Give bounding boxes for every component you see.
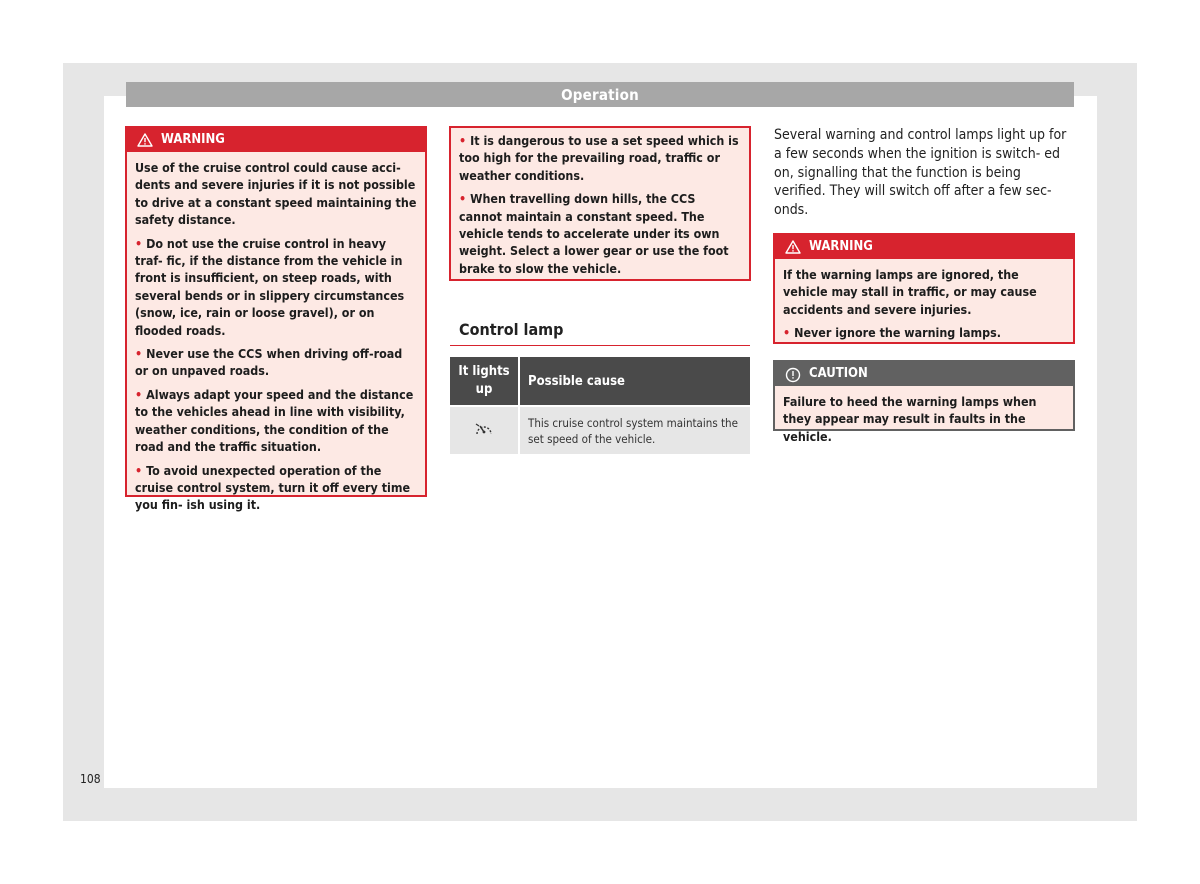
warning-bullet: • Do not use the cruise control in heavy traf- fic, if the distance from the vehicle in front is insufficient, on steep roads, with several bends or in slippery circumstances (snow, ice, rain or loose gravel), or on flooded roads. xyxy=(135,235,405,338)
lamp-icon-cell xyxy=(450,406,519,454)
warning-title: WARNING xyxy=(809,239,873,254)
caution-text: Failure to heed the warning lamps when they appear may result in faults in the vehicle. xyxy=(783,394,1037,444)
lamp-cause-cell: This cruise control system maintains the set speed of the vehicle. xyxy=(519,406,750,454)
warning-header xyxy=(775,235,1073,259)
warning-bullet: • Never ignore the warning lamps. xyxy=(783,325,1001,341)
control-lamp-heading: Control lamp xyxy=(450,318,750,346)
bullet-icon: • xyxy=(135,462,143,478)
table-row xyxy=(450,406,750,454)
bullet-icon: • xyxy=(135,386,143,402)
lamps-intro-text: Several warning and control lamps light up for a few seconds when the ignition is switch- ed on, signalling that the function is being verified. They will switch off after a few sec- onds. xyxy=(774,127,1067,219)
warning-box-cruise-control xyxy=(125,126,427,513)
column-header-lights-up: It lights up xyxy=(450,357,519,406)
warning-triangle-icon xyxy=(785,240,801,254)
warning-box-lamps xyxy=(773,233,1075,344)
warning-title: WARNING xyxy=(161,132,225,147)
warning-intro: If the warning lamps are ignored, the vehicle may stall in traffic, or may cause accidents and severe injuries. xyxy=(783,267,1037,317)
caution-info-icon xyxy=(785,367,801,381)
bullet-icon: • xyxy=(783,325,791,341)
bullet-icon: • xyxy=(459,133,467,148)
control-lamp-table xyxy=(450,357,750,454)
caution-body xyxy=(775,386,1073,455)
caution-header xyxy=(775,362,1073,386)
warning-body xyxy=(775,259,1073,352)
warning-continued-body xyxy=(451,128,749,286)
bullet-icon: • xyxy=(459,191,467,207)
warning-triangle-icon xyxy=(137,133,153,147)
table-header-row xyxy=(450,357,750,406)
cruise-control-icon xyxy=(473,427,495,441)
warning-bullet: • Always adapt your speed and the distance to the vehicles ahead in line with visibility, weather conditions, the condition of the road and the traffic situation. xyxy=(135,386,414,455)
warning-bullet: • To avoid unexpected operation of the cruise control system, turn it off every time you fin- ish using it. xyxy=(135,462,411,513)
column-header-possible-cause: Possible cause xyxy=(519,357,750,406)
caution-title: CAUTION xyxy=(809,366,868,381)
warning-body xyxy=(127,152,425,524)
bullet-icon: • xyxy=(135,346,143,362)
bullet-icon: • xyxy=(135,235,143,251)
warning-box-continued xyxy=(449,126,751,281)
warning-intro: Use of the cruise control could cause acci- dents and severe injuries if it is not possible to drive at a constant speed maintaining the safety distance. xyxy=(135,160,417,228)
section-title: Operation xyxy=(126,82,1074,107)
warning-header xyxy=(127,128,425,152)
warning-bullet: • Never use the CCS when driving off-road or on unpaved roads. xyxy=(135,346,403,379)
warning-bullet: • When travelling down hills, the CCS cannot maintain a constant speed. The vehicle tends to accelerate under its own weight. Select a lower gear or use the foot brake to slow the vehicle. xyxy=(459,191,729,276)
warning-bullet: • It is dangerous to use a set speed which is too high for the prevailing road, traffic or weather conditions. xyxy=(459,133,739,183)
caution-box xyxy=(773,360,1075,444)
page-number: 108 xyxy=(80,772,101,786)
